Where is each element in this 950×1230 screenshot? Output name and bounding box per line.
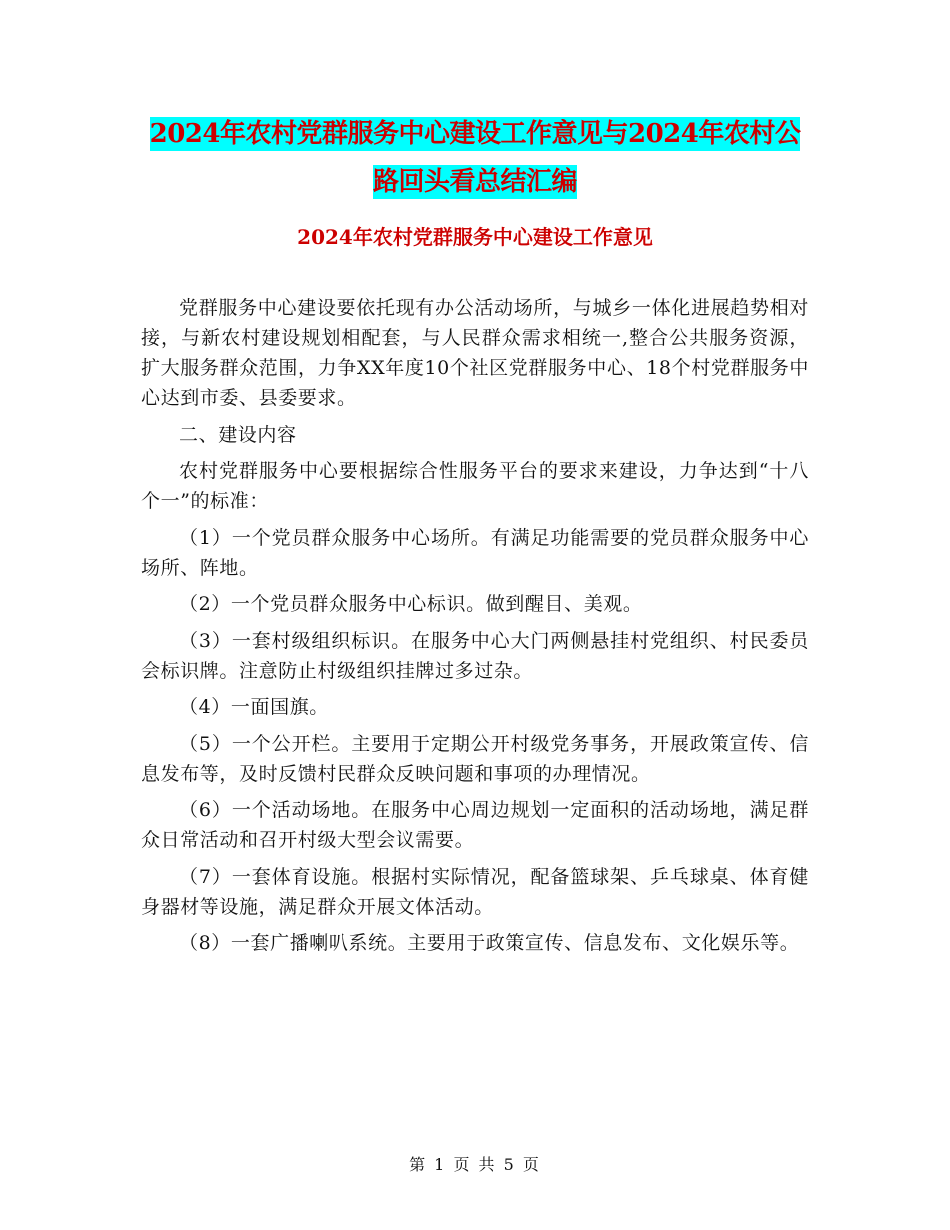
- list-item-3: （3）一套村级组织标识。在服务中心大门两侧悬挂村党组织、村民委员会标识牌。注意防止村级组织挂牌过多过杂。: [141, 629, 809, 682]
- list-item-2: （2）一个党员群众服务中心标识。做到醒目、美观。: [179, 593, 643, 615]
- document-main-title: [140, 110, 810, 206]
- section-title: 2024年农村党群服务中心建设工作意见: [297, 225, 653, 249]
- list-item-4: （4）一面国旗。: [179, 696, 329, 718]
- paragraph-heading-construction-content: 二、建设内容: [179, 423, 297, 446]
- page-footer: 第 1 页 共 5 页: [409, 1155, 541, 1174]
- list-item-5: （5）一个公开栏。主要用于定期公开村级党务事务，开展政策宣传、信息发布等，及时反馈村民群众反映问题和事项的办理情况。: [141, 732, 809, 785]
- list-item-6: （6）一个活动场地。在服务中心周边规划一定面积的活动场地，满足群众日常活动和召开村级大型会议需要。: [141, 799, 809, 851]
- main-title-highlight: 2024年农村党群服务中心建设工作意见与2024年农村公路回头看总结汇编: [149, 119, 801, 197]
- paragraph-standard: 农村党群服务中心要根据综合性服务平台的要求来建设，力争达到“十八个一”的标准：: [141, 460, 809, 512]
- body-text: [141, 293, 809, 965]
- list-item-8: （8）一套广播喇叭系统。主要用于政策宣传、信息发布、文化娱乐等。: [179, 932, 800, 954]
- paragraph-intro: 党群服务中心建设要依托现有办公活动场所，与城乡一体化进展趋势相对接，与新农村建设规划相配套，与人民群众需求相统一,整合公共服务资源，扩大服务群众范围，力争XX年度10个社区党群服务中心、18个村党群服务中心达到市委、县委要求。: [141, 297, 809, 409]
- list-item-1: （1）一个党员群众服务中心场所。有满足功能需要的党员群众服务中心场所、阵地。: [141, 526, 809, 579]
- list-item-7: （7）一套体育设施。根据村实际情况，配备篮球架、乒乓球桌、体育健身器材等设施，满足群众开展文体活动。: [141, 865, 809, 918]
